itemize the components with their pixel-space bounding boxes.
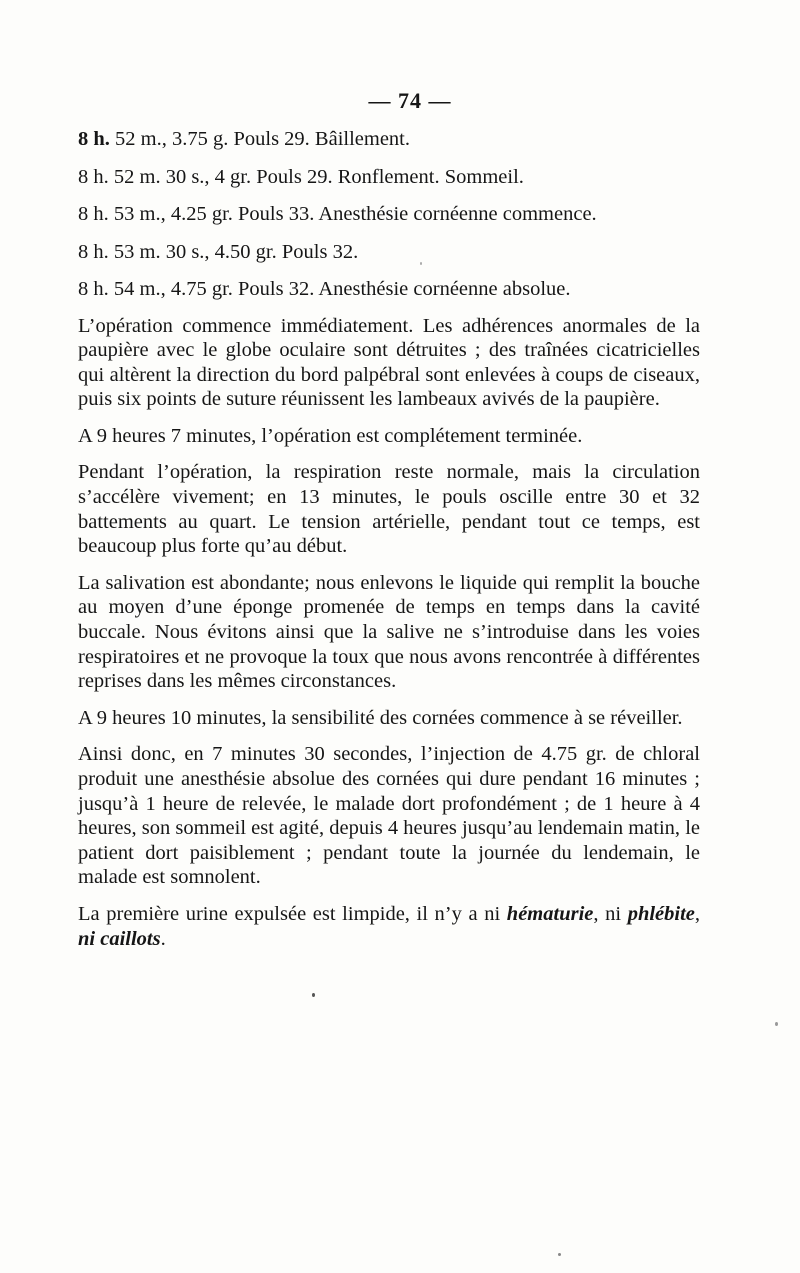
separator: , — [694, 902, 700, 925]
paragraph-end-time: A 9 heures 7 minutes, l’opération est complétement terminée. — [78, 424, 583, 447]
term-hematurie: hématurie — [506, 902, 594, 925]
paper-speck — [775, 1022, 778, 1026]
separator: , ni — [593, 902, 628, 925]
paragraph-operation: L’opération commence immédiatement. Les adhérences anormales de la paupière avec le globe oculaire sont détruites ; des traînées cicatricielles qui altèrent la direction du bord palpébral sont enlevées à coups de ciseaux, puis six points de suture réunissent les lambeaux avivés de la paupière. — [78, 314, 700, 411]
term-phlebite: phlébite — [627, 902, 695, 925]
log-entry-time: 8 h. — [78, 165, 109, 188]
term-caillots: ni caillots — [78, 927, 161, 950]
paragraph-urine — [78, 902, 700, 951]
log-entry-time: 8 h. — [78, 203, 109, 225]
paper-speck — [558, 1253, 561, 1256]
page-body — [78, 126, 700, 963]
paragraph-salivation: La salivation est abondante; nous enlevons le liquide qui remplit la bouche au moyen d’une éponge promenée de temps en temps dans la cavité buccale. Nous évitons ainsi que la salive ne s’introduise dans les voies respiratoires et ne provoque la toux que nous avons rencontrée à différentes reprises dans les mêmes circonstances. — [78, 571, 700, 693]
urine-text: La première urine expulsée est limpide, il n’y a ni — [78, 902, 507, 925]
log-entry — [78, 126, 700, 153]
paragraph-summary: Ainsi donc, en 7 minutes 30 secondes, l’injection de 4.75 gr. de chloral produit une anesthésie absolue des cornées qui dure pendant 16 minutes ; jusqu’à 1 heure de relevée, le malade dort profondément ; de 1 heure à 4 heures, son sommeil est agité, depuis 4 heures jusqu’au lendemain matin, le patient dort paisiblement ; pendant toute la journée du lendemain, le malade est somnolent. — [78, 743, 700, 889]
log-entry-text: 52 m. 30 s., 4 gr. Pouls 29. Ronflement. Sommeil. — [108, 165, 524, 188]
log-entry-text: 54 m., 4.75 gr. Pouls 32. Anesthésie cornéenne absolue. — [108, 278, 571, 300]
paragraph-sensibility: A 9 heures 10 minutes, la sensibilité des cornées commence à se réveiller. — [78, 706, 683, 729]
paper-speck — [312, 993, 315, 997]
final-period: . — [160, 927, 166, 950]
log-entry-text: 53 m., 4.25 gr. Pouls 33. Anesthésie cornéenne commence. — [108, 203, 597, 225]
log-entry-text: 53 m. 30 s., 4.50 gr. Pouls 32. — [108, 240, 359, 263]
log-entry-time: 8 h. — [78, 128, 110, 150]
log-entry — [78, 239, 700, 266]
log-entry — [78, 201, 700, 228]
paper-speck — [420, 262, 422, 265]
paragraph-circulation: Pendant l’opération, la respiration reste normale, mais la circulation s’accélère vivement; en 13 minutes, le pouls oscille entre 30 et 32 battements au quart. Le tension artérielle, pendant tout ce temps, est beaucoup plus forte qu’au début. — [78, 461, 700, 558]
log-entry-time: 8 h. — [78, 240, 109, 263]
log-entry-time: 8 h. — [78, 278, 109, 300]
log-entry — [78, 276, 700, 303]
log-entry — [78, 164, 700, 191]
log-entry-text: 52 m., 3.75 g. Pouls 29. Bâillement. — [109, 128, 410, 150]
page-number: — 74 — — [368, 88, 452, 113]
